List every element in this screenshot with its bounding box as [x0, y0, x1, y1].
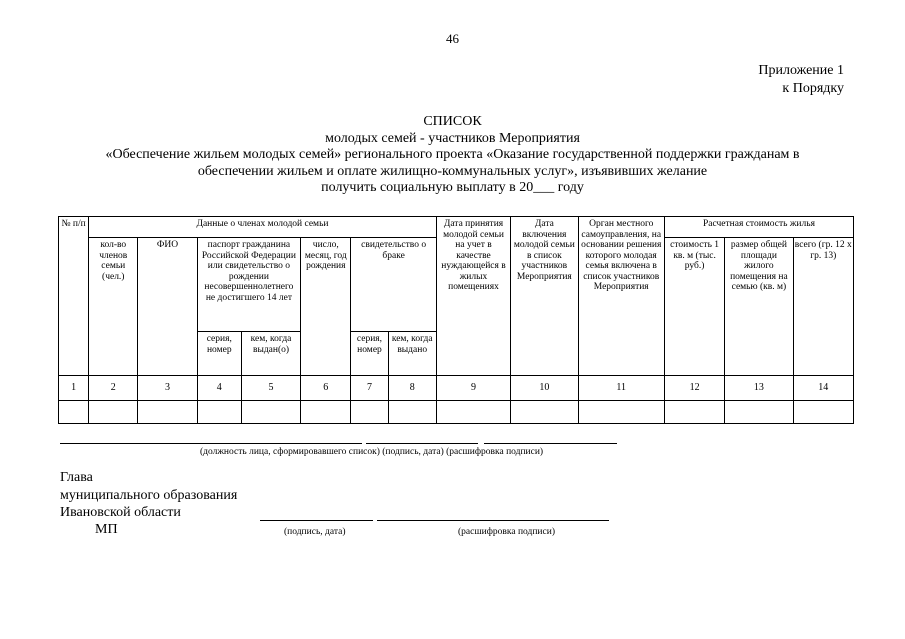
- head-decoding-caption: (расшифровка подписи): [458, 527, 555, 537]
- table-cell: [725, 401, 793, 424]
- table-cell: [664, 401, 724, 424]
- header-authority: Орган местного самоуправления, на основании решения которого молодая семья включена в список участников Мероприятия: [578, 217, 664, 376]
- column-number: 10: [511, 376, 578, 401]
- header-date-included: Дата включения молодой семьи в список участников Мероприятия: [511, 217, 578, 376]
- title-line-5: получить социальную выплату в 20___ году: [321, 180, 584, 195]
- column-number: 7: [351, 376, 388, 401]
- header-marriage-certificate: свидетельство о браке: [351, 238, 436, 332]
- head-of-municipality: [60, 469, 237, 522]
- header-number: № п/п: [59, 217, 89, 376]
- document-title: [40, 114, 865, 197]
- appendix-reference: [758, 62, 844, 98]
- empty-data-row: [59, 401, 854, 424]
- column-number: 1: [59, 376, 89, 401]
- compiler-caption: (должность лица, сформировавшего список) (подпись, дата) (расшифровка подписи): [200, 447, 544, 457]
- appendix-line-1: Приложение 1: [758, 63, 844, 78]
- header-marriage-series: серия, номер: [351, 332, 388, 376]
- header-members-count: кол-во членов семьи (чел.): [89, 238, 138, 376]
- header-fio: ФИО: [138, 238, 197, 376]
- column-number: 9: [436, 376, 510, 401]
- title-line-1: СПИСОК: [423, 114, 482, 129]
- header-cost-per-sqm: стоимость 1 кв. м (тыс. руб.): [664, 238, 724, 376]
- page-number: 46: [446, 31, 459, 46]
- families-table: [58, 216, 854, 424]
- table-cell: [388, 401, 436, 424]
- head-signature-line: [260, 520, 373, 521]
- column-number: 13: [725, 376, 793, 401]
- column-number: 2: [89, 376, 138, 401]
- appendix-line-2: к Порядку: [782, 81, 844, 96]
- table-cell: [511, 401, 578, 424]
- column-number: 11: [578, 376, 664, 401]
- table-cell: [351, 401, 388, 424]
- table-cell: [89, 401, 138, 424]
- signature-line-position: [60, 443, 362, 444]
- title-line-4: обеспечении жильем и оплате жилищно-коммунальных услуг», изъявивших желание: [197, 163, 708, 179]
- header-date-registered: Дата принятия молодой семьи на учет в качестве нуждающейся в жилых помещениях: [436, 217, 510, 376]
- column-number: 4: [197, 376, 241, 401]
- table-cell: [241, 401, 300, 424]
- table-cell: [436, 401, 510, 424]
- signature-line-decoding: [484, 443, 617, 444]
- column-number: 5: [241, 376, 300, 401]
- header-birth-date: число, месяц, год рождения: [301, 238, 351, 376]
- header-passport-series: серия, номер: [197, 332, 241, 376]
- table-cell: [138, 401, 197, 424]
- column-number: 12: [664, 376, 724, 401]
- column-number: 14: [793, 376, 853, 401]
- header-marriage-issued-by: кем, когда выдано: [388, 332, 436, 376]
- column-number: 3: [138, 376, 197, 401]
- head-line-3: Ивановской области: [60, 505, 181, 520]
- head-line-1: Глава: [60, 470, 93, 485]
- table-cell: [59, 401, 89, 424]
- head-sign-date-caption: (подпись, дата): [284, 527, 346, 537]
- column-number: 6: [301, 376, 351, 401]
- table-cell: [301, 401, 351, 424]
- header-total-area: размер общей площади жилого помещения на семью (кв. м): [725, 238, 793, 376]
- header-housing-cost: Расчетная стоимость жилья: [664, 217, 853, 238]
- table-cell: [197, 401, 241, 424]
- table-cell: [793, 401, 853, 424]
- title-line-2: молодых семей - участников Мероприятия: [325, 130, 580, 146]
- head-decoding-line: [377, 520, 609, 521]
- header-total-cost: всего (гр. 12 x гр. 13): [793, 238, 853, 376]
- header-passport-issued-by: кем, когда выдан(о): [241, 332, 300, 376]
- column-numbers-row: [59, 376, 854, 401]
- header-passport: паспорт гражданина Российской Федерации или свидетельство о рождении несовершеннолетнего не достигшего 14 лет: [197, 238, 301, 332]
- title-line-3: «Обеспечение жильем молодых семей» регионального проекта «Оказание государственной поддержки гражданам в: [105, 147, 800, 162]
- table-cell: [578, 401, 664, 424]
- header-family-data: Данные о членах молодой семьи: [89, 217, 437, 238]
- seal-place: МП: [95, 522, 118, 537]
- signature-line-sign: [366, 443, 478, 444]
- head-line-2: муниципального образования: [60, 487, 238, 503]
- column-number: 8: [388, 376, 436, 401]
